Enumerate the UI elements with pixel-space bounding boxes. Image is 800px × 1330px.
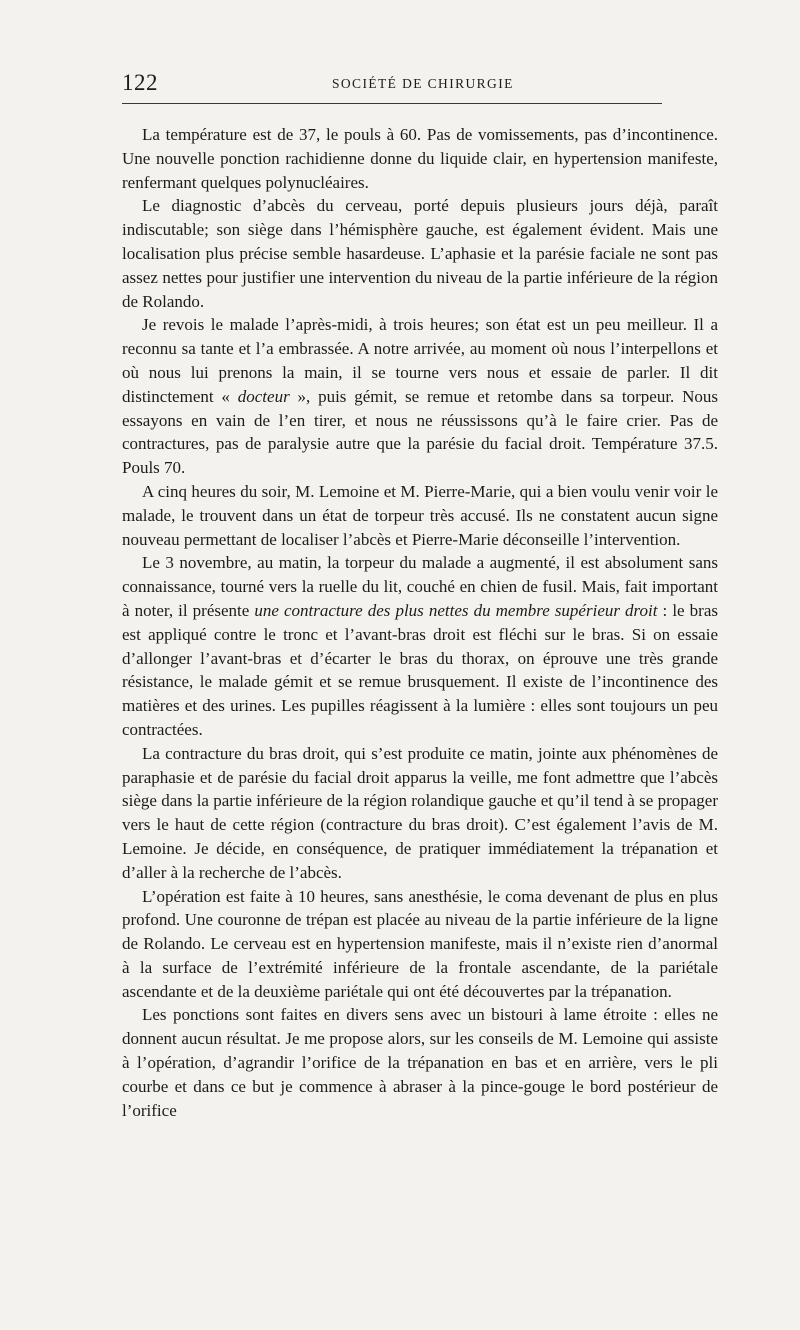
page-header <box>122 68 662 98</box>
italic-text: docteur <box>237 386 290 406</box>
paragraph-text: », puis gémit, se remue et retombe dans sa torpeur. Nous essayons en vain de l’en tirer, et nous ne réussissons qu’à le faire crier. Pas de contractures, pas de paralysie autre que la parésie du facial droit. Température 37.5. Pouls 70. <box>122 386 719 478</box>
paragraph <box>122 551 718 741</box>
body-text <box>122 123 718 1122</box>
paragraph: Le diagnostic d’abcès du cerveau, porté depuis plusieurs jours déjà, paraît indiscutable; son siège dans l’hémisphère gauche, est également évident. Mais une localisation plus précise semble hasardeuse. L’aphasie et la parésie faciale ne sont pas assez nettes pour justifier une intervention du niveau de la partie inférieure de la région de Rolando. <box>122 196 718 311</box>
paragraph: A cinq heures du soir, M. Lemoine et M. Pierre-Marie, qui a bien voulu venir voir le malade, le trouvent dans un état de torpeur très accusé. Ils ne constatent aucun signe nouveau permettant de localiser l’abcès et Pierre-Marie déconseille l’intervention. <box>122 481 718 549</box>
running-title: SOCIÉTÉ DE CHIRURGIE <box>332 76 514 91</box>
paragraph-text: Je revois le malade l’après-midi, à trois heures; son état est un peu meilleur. Il a reconnu sa tante et l’a embrassée. A notre arrivée, au moment où nous l’interpellons et où nous lui prenons la main, il se tourne vers nous et essaie de parler. Il dit distinctement « <box>122 315 718 406</box>
paragraph-text: Le 3 novembre, au matin, la torpeur du malade a augmenté, il est absolument sans connaissance, tourné vers la ruelle du lit, couché en chien de fusil. Mais, fait important à noter, il présente <box>122 553 718 620</box>
header-rule <box>122 103 662 104</box>
paragraph: Les ponctions sont faites en divers sens avec un bistouri à lame étroite : elles ne donnent aucun résultat. Je me propose alors, sur les conseils de M. Lemoine qui assiste à l’opération, d’agrandir l’orifice de la trépanation en bas et en arrière, vers le pli courbe et dans ce but je commence à abraser à la pince-gouge le bord postérieur de l’orifice <box>122 1005 718 1120</box>
paragraph <box>122 313 718 480</box>
page-number: 122 <box>122 70 158 95</box>
paragraph-text: : le bras est appliqué contre le tronc et l’avant-bras droit est fléchi sur le bras. Si on essaie d’allonger l’avant-bras et d’écarter le bras du thorax, on éprouve une très grande résistance, le malade gémit et se remue brusquement. Il existe de l’incontinence des matières et des urines. Les pupilles réagissent à la lumière : elles sont toujours un peu contractées. <box>122 600 718 739</box>
paragraph: L’opération est faite à 10 heures, sans anesthésie, le coma devenant de plus en plus profond. Une couronne de trépan est placée au niveau de la partie inférieure de la ligne de Rolando. Le cerveau est en hypertension manifeste, mais il n’existe rien d’anormal à la surface de l’extrémité inférieure de la frontale ascendante, de la pariétale ascendante et de la deuxième pariétale qui ont été découvertes par la trépanation. <box>122 886 718 1001</box>
paragraph: La contracture du bras droit, qui s’est produite ce matin, jointe aux phénomènes de paraphasie et de parésie du facial droit apparus la veille, me font admettre que l’abcès siège dans la partie inférieure de la région rolandique gauche et qu’il tend à se propager vers le haut de cette région (contracture du bras droit). C’est également l’avis de M. Lemoine. Je décide, en conséquence, de pratiquer immédiatement la trépanation et d’aller à la recherche de l’abcès. <box>122 743 718 882</box>
italic-text: une contracture des plus nettes du membre supérieur droit <box>254 600 658 620</box>
paragraph: La température est de 37, le pouls à 60. Pas de vomissements, pas d’incontinence. Une nouvelle ponction rachidienne donne du liquide clair, en hypertension manifeste, renfermant quelques polynucléaires. <box>122 125 718 192</box>
